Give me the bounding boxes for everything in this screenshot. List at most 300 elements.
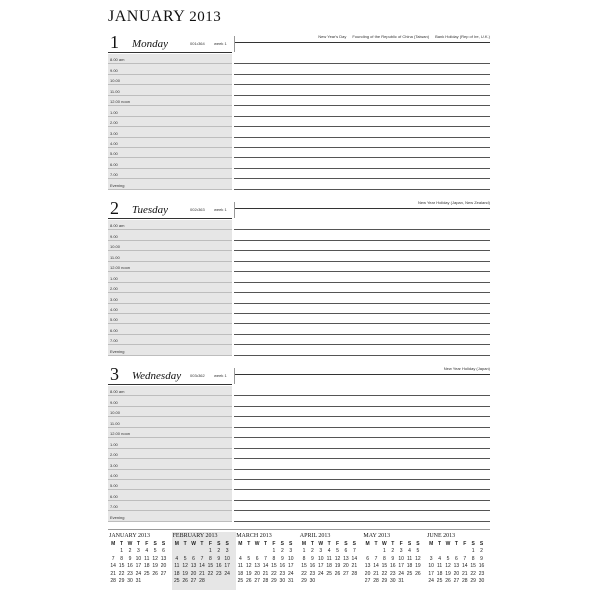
weekday-header bbox=[173, 541, 232, 547]
date-cell: 26 bbox=[334, 570, 341, 577]
time-label: 4.00 bbox=[110, 472, 118, 478]
notes-area[interactable] bbox=[234, 54, 490, 190]
note-line[interactable] bbox=[234, 324, 490, 334]
time-slot[interactable] bbox=[108, 407, 232, 417]
time-label: 9.00 bbox=[110, 233, 118, 239]
date-cell: 30 bbox=[389, 578, 396, 584]
date-cell: 6 bbox=[192, 555, 195, 562]
week-row bbox=[109, 571, 168, 577]
date-cell: 30 bbox=[279, 578, 286, 584]
note-line[interactable] bbox=[234, 304, 490, 314]
week-row bbox=[236, 556, 295, 562]
date-cell: 8 bbox=[471, 555, 475, 562]
week-row bbox=[109, 548, 168, 554]
date-cell: 17 bbox=[287, 563, 294, 569]
holiday-rule bbox=[235, 208, 490, 209]
date-cell: 23 bbox=[309, 570, 316, 577]
date-cell: 23 bbox=[127, 570, 133, 577]
note-line[interactable] bbox=[234, 407, 490, 417]
time-label: 2.00 bbox=[110, 120, 118, 126]
note-line[interactable] bbox=[234, 449, 490, 459]
date-cell: 18 bbox=[143, 563, 150, 569]
date-cell: 16 bbox=[389, 563, 396, 569]
note-line[interactable] bbox=[234, 96, 490, 106]
notes-area[interactable] bbox=[234, 386, 490, 522]
time-slot[interactable] bbox=[108, 158, 232, 168]
date-cell: 15 bbox=[271, 563, 277, 569]
note-line[interactable] bbox=[234, 251, 490, 261]
date-cell: 15 bbox=[470, 563, 476, 569]
date-cell: 1 bbox=[471, 548, 475, 554]
time-label: 8.00 am bbox=[110, 389, 125, 395]
note-line[interactable] bbox=[234, 179, 490, 189]
time-label: 12.00 noon bbox=[110, 265, 131, 271]
time-column bbox=[108, 54, 232, 190]
week-row bbox=[173, 548, 232, 554]
date-cell: 7 bbox=[200, 555, 204, 562]
note-line[interactable] bbox=[234, 127, 490, 137]
week-row bbox=[363, 556, 422, 562]
weekday-label: F bbox=[463, 541, 467, 547]
date-cell: 19 bbox=[415, 563, 421, 569]
date-cell bbox=[206, 578, 214, 584]
date-cell: 11 bbox=[237, 563, 243, 569]
holiday-label: New Year Holiday (Japan) bbox=[443, 366, 490, 371]
time-slot[interactable] bbox=[108, 251, 232, 261]
weekday-label: M bbox=[238, 541, 243, 547]
time-label: 3.00 bbox=[110, 462, 118, 468]
date-cell: 14 bbox=[461, 563, 468, 569]
time-slot[interactable] bbox=[108, 283, 232, 293]
weekday-label: M bbox=[429, 541, 434, 547]
week-number: week 1 bbox=[214, 41, 227, 46]
date-cell: 15 bbox=[118, 563, 125, 569]
date-cell: 20 bbox=[190, 570, 197, 577]
date-cell: 11 bbox=[436, 563, 443, 569]
day-section bbox=[108, 366, 490, 528]
date-cell: 13 bbox=[190, 563, 197, 569]
date-cell bbox=[215, 578, 223, 584]
note-line[interactable] bbox=[234, 396, 490, 406]
date-cell: 24 bbox=[224, 570, 230, 577]
date-cell: 3 bbox=[399, 548, 403, 554]
note-line[interactable] bbox=[234, 283, 490, 293]
time-label: 9.00 bbox=[110, 67, 118, 73]
date-cell: 14 bbox=[110, 563, 116, 569]
time-slot[interactable] bbox=[108, 117, 232, 127]
date-cell: 11 bbox=[144, 555, 150, 562]
week-row bbox=[427, 563, 486, 569]
date-cell bbox=[189, 548, 197, 554]
date-cell: 20 bbox=[364, 570, 371, 577]
time-slot[interactable] bbox=[108, 438, 232, 448]
time-label: 10.00 bbox=[110, 78, 121, 84]
date-cell: 16 bbox=[279, 563, 286, 569]
date-cell: 1 bbox=[382, 548, 386, 554]
time-label: Evening bbox=[110, 182, 125, 188]
time-slot[interactable] bbox=[108, 386, 232, 396]
date-cell: 4 bbox=[238, 555, 242, 562]
date-cell: 19 bbox=[445, 570, 451, 577]
note-line[interactable] bbox=[234, 169, 490, 179]
date-cell: 13 bbox=[254, 563, 260, 569]
time-slot[interactable] bbox=[108, 169, 232, 179]
note-line[interactable] bbox=[234, 511, 490, 521]
weekday-label: S bbox=[344, 541, 348, 547]
time-slot[interactable] bbox=[108, 262, 232, 272]
date-cell bbox=[405, 578, 413, 584]
date-cell: 28 bbox=[373, 578, 379, 584]
holiday-list bbox=[444, 366, 490, 374]
time-slot[interactable] bbox=[108, 179, 232, 189]
date-cell: 28 bbox=[262, 578, 269, 584]
date-cell: 12 bbox=[415, 555, 421, 562]
date-cell bbox=[461, 548, 469, 554]
date-cell: 4 bbox=[408, 548, 411, 554]
time-slot[interactable] bbox=[108, 345, 232, 355]
date-cell bbox=[427, 548, 435, 554]
time-slot[interactable] bbox=[108, 490, 232, 500]
time-slot[interactable] bbox=[108, 96, 232, 106]
weekday-label: W bbox=[191, 541, 196, 547]
weekday-label: T bbox=[454, 541, 458, 547]
mini-calendar-title: JUNE 2013 bbox=[427, 533, 456, 539]
time-label: 6.00 bbox=[110, 161, 118, 167]
note-line[interactable] bbox=[234, 158, 490, 168]
date-cell: 8 bbox=[120, 555, 123, 562]
week-row bbox=[300, 556, 359, 562]
time-slot[interactable] bbox=[108, 396, 232, 406]
date-cell: 18 bbox=[436, 570, 443, 577]
day-number: 2 bbox=[110, 198, 119, 218]
note-line[interactable] bbox=[234, 345, 490, 355]
page-title-month: JANUARY bbox=[108, 8, 185, 25]
holiday-rule bbox=[235, 42, 490, 43]
date-cell: 17 bbox=[398, 563, 404, 569]
weekday-label: W bbox=[318, 541, 324, 547]
week-row bbox=[363, 548, 422, 554]
time-slot[interactable] bbox=[108, 138, 232, 148]
weekday-label: W bbox=[254, 541, 260, 547]
note-line[interactable] bbox=[234, 335, 490, 345]
date-cell: 20 bbox=[160, 563, 167, 569]
date-cell: 10 bbox=[317, 555, 324, 562]
date-cell: 8 bbox=[302, 555, 306, 562]
note-line[interactable] bbox=[234, 480, 490, 490]
date-cell: 1 bbox=[120, 548, 123, 554]
week-row bbox=[363, 578, 422, 584]
mini-calendar-title: APRIL 2013 bbox=[299, 533, 331, 539]
time-slot[interactable] bbox=[108, 459, 232, 469]
date-cell: 6 bbox=[162, 548, 165, 554]
weekday-label: T bbox=[183, 541, 187, 547]
note-line[interactable] bbox=[234, 262, 490, 272]
time-label: 10.00 bbox=[110, 410, 121, 416]
date-cell: 9 bbox=[480, 555, 483, 562]
weekday-label: M bbox=[301, 541, 307, 547]
date-cell bbox=[261, 548, 269, 554]
date-cell: 16 bbox=[309, 563, 316, 569]
note-line[interactable] bbox=[234, 490, 490, 500]
weekday-label: S bbox=[289, 541, 293, 547]
date-cell: 18 bbox=[326, 563, 332, 569]
date-cell: 4 bbox=[327, 548, 331, 554]
date-cell: 9 bbox=[391, 555, 395, 562]
mini-calendar bbox=[299, 532, 363, 590]
week-row bbox=[236, 548, 295, 554]
time-slot[interactable] bbox=[108, 480, 232, 490]
mini-calendar bbox=[426, 532, 490, 590]
page-title bbox=[108, 8, 221, 26]
note-line[interactable] bbox=[234, 117, 490, 127]
weekday-label: T bbox=[310, 541, 314, 547]
date-cell: 4 bbox=[438, 555, 441, 562]
week-row bbox=[109, 563, 168, 569]
date-cell: 17 bbox=[224, 563, 230, 569]
date-cell: 10 bbox=[428, 563, 434, 569]
date-cell: 20 bbox=[453, 570, 460, 577]
week-number: week 1 bbox=[214, 207, 227, 212]
date-cell: 31 bbox=[135, 578, 142, 584]
note-line[interactable] bbox=[234, 428, 490, 438]
date-cell: 10 bbox=[224, 555, 230, 562]
time-slot[interactable] bbox=[108, 85, 232, 95]
note-line[interactable] bbox=[234, 386, 490, 396]
date-cell: 28 bbox=[110, 578, 116, 584]
time-label: 2.00 bbox=[110, 452, 118, 458]
date-cell: 6 bbox=[454, 555, 458, 562]
week-row bbox=[173, 563, 232, 569]
note-line[interactable] bbox=[234, 293, 490, 303]
date-cell: 8 bbox=[382, 555, 386, 562]
time-slot[interactable] bbox=[108, 428, 232, 438]
header-rule bbox=[108, 218, 232, 219]
date-cell: 1 bbox=[208, 548, 212, 554]
time-slot[interactable] bbox=[108, 220, 232, 230]
weekday-header bbox=[236, 541, 295, 547]
weekday-label: W bbox=[445, 541, 451, 547]
time-slot[interactable] bbox=[108, 106, 232, 116]
time-slot[interactable] bbox=[108, 314, 232, 324]
weekday-header bbox=[363, 541, 422, 547]
date-cell: 16 bbox=[478, 563, 485, 569]
week-row bbox=[300, 548, 359, 554]
weekday-label: S bbox=[225, 541, 229, 547]
holiday-list bbox=[318, 34, 490, 42]
date-cell: 15 bbox=[301, 563, 307, 569]
date-cell: 9 bbox=[280, 555, 284, 562]
holiday-rule bbox=[235, 374, 490, 375]
date-cell: 10 bbox=[398, 555, 404, 562]
date-cell bbox=[159, 578, 167, 584]
note-line[interactable] bbox=[234, 501, 490, 511]
week-row bbox=[300, 563, 359, 569]
note-line[interactable] bbox=[234, 54, 490, 64]
notes-area[interactable] bbox=[234, 220, 490, 356]
time-slot[interactable] bbox=[108, 75, 232, 85]
date-cell: 5 bbox=[446, 555, 450, 562]
weekday-label: F bbox=[208, 541, 212, 547]
time-slot[interactable] bbox=[108, 54, 232, 64]
date-cell: 2 bbox=[480, 548, 483, 554]
date-cell: 19 bbox=[152, 563, 158, 569]
note-line[interactable] bbox=[234, 314, 490, 324]
time-slot[interactable] bbox=[108, 417, 232, 427]
date-cell: 25 bbox=[436, 578, 443, 584]
date-cell: 25 bbox=[174, 578, 180, 584]
date-cell: 7 bbox=[111, 555, 115, 562]
time-slot[interactable] bbox=[108, 127, 232, 137]
date-cell: 29 bbox=[301, 578, 307, 584]
date-cell: 5 bbox=[416, 548, 420, 554]
time-label: 5.00 bbox=[110, 483, 118, 489]
time-slot[interactable] bbox=[108, 293, 232, 303]
time-column bbox=[108, 220, 232, 356]
time-slot[interactable] bbox=[108, 449, 232, 459]
date-cell: 5 bbox=[153, 548, 157, 554]
weekday-header bbox=[300, 541, 359, 547]
date-cell: 27 bbox=[453, 578, 460, 584]
date-cell: 24 bbox=[428, 578, 434, 584]
note-line[interactable] bbox=[234, 64, 490, 74]
date-cell: 23 bbox=[279, 570, 286, 577]
weekday-label: S bbox=[280, 541, 284, 547]
day-of-year: 003•362 bbox=[190, 373, 205, 378]
header-divider bbox=[234, 202, 235, 218]
date-cell: 9 bbox=[217, 555, 221, 562]
note-line[interactable] bbox=[234, 417, 490, 427]
time-slot[interactable] bbox=[108, 470, 232, 480]
note-line[interactable] bbox=[234, 241, 490, 251]
note-line[interactable] bbox=[234, 272, 490, 282]
note-line[interactable] bbox=[234, 220, 490, 230]
time-slot[interactable] bbox=[108, 304, 232, 314]
day-number: 1 bbox=[110, 32, 119, 52]
date-cell: 7 bbox=[352, 548, 356, 554]
date-cell: 9 bbox=[128, 555, 132, 562]
mini-calendar-title: FEBRUARY 2013 bbox=[172, 533, 218, 539]
date-cell bbox=[236, 548, 244, 554]
note-line[interactable] bbox=[234, 75, 490, 85]
date-cell: 18 bbox=[237, 570, 244, 577]
date-cell: 7 bbox=[463, 555, 467, 562]
time-slot[interactable] bbox=[108, 335, 232, 345]
date-cell: 24 bbox=[317, 570, 324, 577]
date-cell bbox=[435, 548, 443, 554]
time-slot[interactable] bbox=[108, 64, 232, 74]
time-label: 11.00 bbox=[110, 420, 120, 426]
weekday-label: F bbox=[272, 541, 276, 547]
date-cell: 26 bbox=[152, 570, 158, 577]
time-label: 11.00 bbox=[110, 254, 120, 260]
note-line[interactable] bbox=[234, 106, 490, 116]
date-cell: 22 bbox=[301, 570, 307, 577]
time-slot[interactable] bbox=[108, 511, 232, 521]
time-slot[interactable] bbox=[108, 324, 232, 334]
date-cell: 11 bbox=[326, 555, 332, 562]
time-label: 12.00 noon bbox=[110, 99, 131, 105]
date-cell: 14 bbox=[262, 563, 269, 569]
week-row bbox=[300, 571, 359, 577]
date-cell: 23 bbox=[478, 570, 485, 577]
note-line[interactable] bbox=[234, 230, 490, 240]
weekday-label: F bbox=[145, 541, 149, 547]
date-cell bbox=[109, 548, 117, 554]
date-cell: 12 bbox=[334, 555, 341, 562]
date-cell: 22 bbox=[381, 570, 388, 577]
date-cell: 21 bbox=[351, 563, 358, 569]
date-cell: 21 bbox=[262, 570, 269, 577]
time-label: 8.00 am bbox=[110, 57, 125, 63]
time-slot[interactable] bbox=[108, 230, 232, 240]
date-cell bbox=[223, 578, 231, 584]
day-of-year: 002•363 bbox=[190, 207, 205, 212]
note-line[interactable] bbox=[234, 148, 490, 158]
note-line[interactable] bbox=[234, 138, 490, 148]
time-label: 4.00 bbox=[110, 306, 118, 312]
weekday-label: S bbox=[471, 541, 475, 547]
time-label: 1.00 bbox=[110, 109, 118, 115]
date-cell: 14 bbox=[351, 555, 358, 562]
note-line[interactable] bbox=[234, 85, 490, 95]
date-cell: 28 bbox=[199, 578, 205, 584]
note-line[interactable] bbox=[234, 438, 490, 448]
mini-calendar-title: JANUARY 2013 bbox=[109, 533, 150, 539]
time-label: 5.00 bbox=[110, 317, 118, 323]
date-cell: 16 bbox=[127, 563, 133, 569]
date-cell bbox=[181, 548, 189, 554]
date-cell: 5 bbox=[247, 555, 251, 562]
time-label: Evening bbox=[110, 514, 125, 520]
week-row bbox=[236, 563, 295, 569]
time-slot[interactable] bbox=[108, 501, 232, 511]
time-slot[interactable] bbox=[108, 241, 232, 251]
date-cell: 24 bbox=[135, 570, 142, 577]
date-cell bbox=[143, 578, 151, 584]
weekday-label: T bbox=[438, 541, 442, 547]
day-section bbox=[108, 200, 490, 362]
date-cell: 30 bbox=[309, 578, 316, 584]
date-cell: 21 bbox=[373, 570, 379, 577]
note-line[interactable] bbox=[234, 470, 490, 480]
date-cell bbox=[350, 578, 358, 584]
date-cell: 22 bbox=[118, 570, 125, 577]
date-cell bbox=[444, 548, 452, 554]
date-cell: 26 bbox=[182, 578, 188, 584]
day-of-year: 001•364 bbox=[190, 41, 205, 46]
note-line[interactable] bbox=[234, 459, 490, 469]
week-row bbox=[363, 571, 422, 577]
day-name: Monday bbox=[132, 38, 169, 50]
time-label: 9.00 bbox=[110, 399, 118, 405]
date-cell: 11 bbox=[406, 555, 413, 562]
header-divider bbox=[234, 368, 235, 384]
date-cell: 28 bbox=[351, 570, 358, 577]
week-row bbox=[427, 548, 486, 554]
week-row bbox=[236, 578, 295, 584]
time-slot[interactable] bbox=[108, 272, 232, 282]
date-cell: 3 bbox=[319, 548, 323, 554]
mini-calendar bbox=[172, 532, 236, 590]
time-slot[interactable] bbox=[108, 148, 232, 158]
weekday-label: M bbox=[111, 541, 116, 547]
time-label: 6.00 bbox=[110, 493, 118, 499]
holiday-label: Founding of the Republic of China (Taiwan) bbox=[352, 34, 430, 39]
week-row bbox=[363, 563, 422, 569]
date-cell: 14 bbox=[373, 563, 379, 569]
day-header bbox=[108, 200, 232, 218]
date-cell: 3 bbox=[225, 548, 229, 554]
